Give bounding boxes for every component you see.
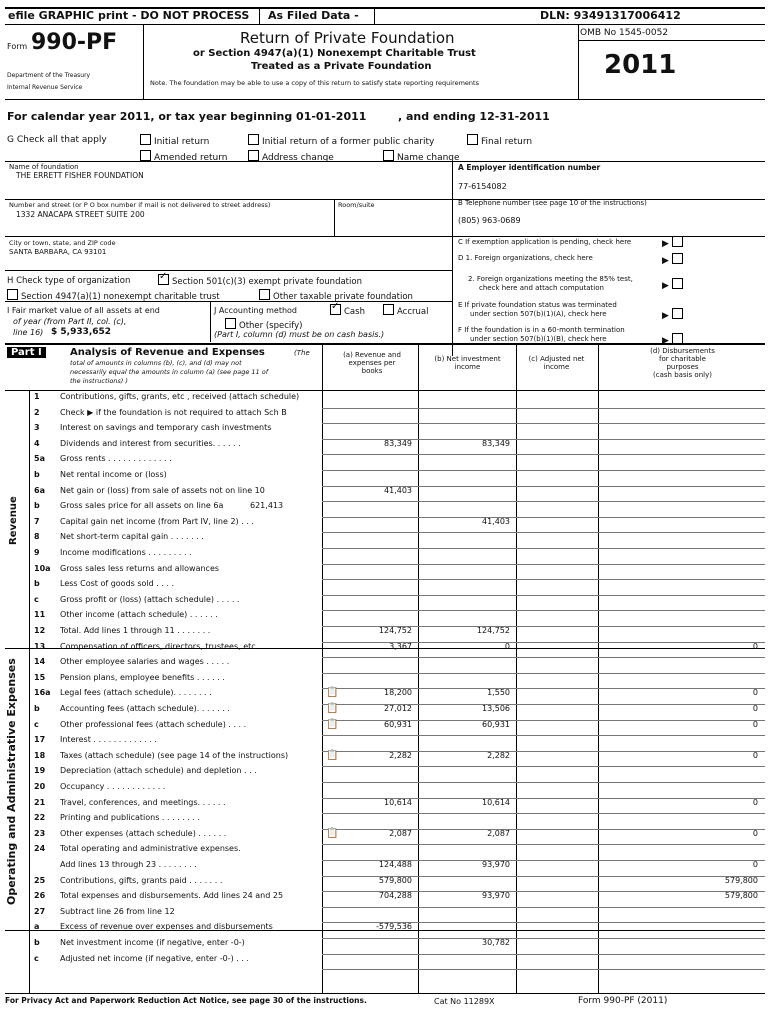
foreign-85-label: 2. Foreign organizations meeting the 85% test, <box>468 275 633 283</box>
catalog-number: Cat No 11289X <box>434 997 495 1006</box>
amount-col-b: 13,506 <box>482 704 510 713</box>
line-number: b <box>34 704 40 713</box>
amount-col-a: 124,488 <box>378 860 412 869</box>
line-number: 22 <box>34 813 46 822</box>
fmv-value: $ 5,933,652 <box>51 327 112 337</box>
section-4947-label: Section 4947(a)(1) nonexempt charitable trust <box>21 292 220 302</box>
amount-col-b: 93,970 <box>482 891 510 900</box>
line-description: Income modifications . . . . . . . . . <box>60 548 192 557</box>
attachment-icon[interactable]: 📋 <box>326 750 339 761</box>
fmv-label-3: line 16) <box>13 328 44 337</box>
amount-col-d: 0 <box>752 642 758 651</box>
line-description: Gross sales less returns and allowances <box>60 564 220 573</box>
line-description: Pension plans, employee benefits . . . . . . <box>60 673 225 682</box>
amount-col-a: 27,012 <box>384 704 412 713</box>
termination-60-sublabel: under section 507(b)(1)(B), check here <box>470 335 607 343</box>
line-description: Adjusted net income (if negative, enter -0-) . . . <box>60 954 249 963</box>
accrual-label: Accrual <box>397 307 429 317</box>
line-description: Compensation of officers, directors, trustees, etc <box>60 642 256 651</box>
final-return-label: Final return <box>481 137 533 147</box>
line-description: Excess of revenue over expenses and disbursements <box>60 922 273 931</box>
line-number: 13 <box>34 642 46 651</box>
revenue-side-label: Revenue <box>8 496 19 545</box>
line-description: Total operating and administrative expenses. <box>60 844 241 853</box>
amount-col-a: 2,282 <box>389 751 412 760</box>
line-description: Contributions, gifts, grants paid . . . . . . . <box>60 876 223 885</box>
status-terminated-label: E If private foundation status was terminated <box>458 301 617 309</box>
line-description: Other employee salaries and wages . . . . . <box>60 657 230 666</box>
form-footer: Form 990-PF (2011) <box>578 996 668 1006</box>
form-subtitle-1: or Section 4947(a)(1) Nonexempt Charitable Trust <box>193 48 476 59</box>
expenses-side-label: Operating and Administrative Expenses <box>5 658 18 905</box>
city-label: City or town, state, and ZIP code <box>9 239 116 247</box>
line-description: Net short-term capital gain . . . . . . . <box>60 532 204 541</box>
amount-col-a: 124,752 <box>378 626 412 635</box>
attachment-icon[interactable]: 📋 <box>326 828 339 839</box>
amount-col-b: 124,752 <box>476 626 510 635</box>
line-number: 12 <box>34 626 46 635</box>
line-description: Gross profit or (loss) (attach schedule) . . . . . <box>60 595 240 604</box>
amount-col-b: 30,782 <box>482 938 510 947</box>
line-number: a <box>34 922 40 931</box>
city-value: SANTA BARBARA, CA 93101 <box>9 248 107 256</box>
line-number: 23 <box>34 829 46 838</box>
amount-col-d: 579,800 <box>724 876 758 885</box>
line-number: c <box>34 720 39 729</box>
cash-basis-note: (Part I, column (d) must be on cash basis.) <box>214 330 385 339</box>
line-number: 16a <box>34 688 51 697</box>
line-description: Interest . . . . . . . . . . . . . <box>60 735 157 744</box>
line-description: Capital gain net income (from Part IV, line 2) . . . <box>60 517 254 526</box>
line-description: Contributions, gifts, grants, etc , received (attach schedule) <box>60 392 300 401</box>
amount-col-a: 83,349 <box>384 439 412 448</box>
line-description: Net rental income or (loss) <box>60 470 167 479</box>
check-initial-former[interactable] <box>248 134 434 147</box>
line-number: 5a <box>34 454 45 463</box>
line-number: b <box>34 470 40 479</box>
line-description: Net gain or (loss) from sale of assets not on line 10 <box>60 486 265 495</box>
line-description: Travel, conferences, and meetings. . . . . . <box>60 798 226 807</box>
line-number: b <box>34 501 40 510</box>
street-label: Number and street (or P O box number if mail is not delivered to street address) <box>9 201 271 209</box>
as-filed-label: As Filed Data - <box>268 9 359 22</box>
foundation-name-label: Name of foundation <box>9 163 79 171</box>
line-number: 14 <box>34 657 46 666</box>
check-cash[interactable] <box>330 304 365 317</box>
line-number: c <box>34 595 39 604</box>
calendar-ending: , and ending 12-31-2011 <box>398 110 550 123</box>
check-501c3[interactable] <box>158 274 362 287</box>
line-number: 1 <box>34 392 40 401</box>
room-label: Room/suite <box>338 201 375 209</box>
line-number: 2 <box>34 408 40 417</box>
part-i-desc-1: total of amounts in columns (b), (c), and (d) may not <box>70 359 242 367</box>
amount-col-a: -579,536 <box>376 922 412 931</box>
line-description: Legal fees (attach schedule). . . . . . . . <box>60 688 212 697</box>
line-description: Add lines 13 through 23 . . . . . . . . <box>60 860 197 869</box>
line-description: Subtract line 26 from line 12 <box>60 907 175 916</box>
line-description: Printing and publications . . . . . . . . <box>60 813 201 822</box>
amount-col-a: 10,614 <box>384 798 412 807</box>
amount-col-b: 93,970 <box>482 860 510 869</box>
line-description: Taxes (attach schedule) (see page 14 of the instructions) <box>60 751 289 760</box>
other-method-label: Other (specify) <box>239 321 303 331</box>
line-description: Occupancy . . . . . . . . . . . . <box>60 782 166 791</box>
form-note: Note. The foundation may be able to use a copy of this return to satisfy state reporting requirements <box>150 79 479 87</box>
form-subtitle-2: Treated as a Private Foundation <box>251 61 432 72</box>
ein-label: A Employer identification number <box>458 163 601 172</box>
amount-col-b: 83,349 <box>482 439 510 448</box>
line-number: 25 <box>34 876 46 885</box>
amount-col-b: 0 <box>504 642 510 651</box>
part-i-desc-2: necessarily equal the amounts in column (a) (see page 11 of <box>70 368 269 376</box>
line-number: 17 <box>34 735 46 744</box>
initial-former-label: Initial return of a former public charity <box>262 137 435 147</box>
status-terminated-sublabel: under section 507(b)(1)(A), check here <box>470 310 607 318</box>
omb-number: OMB No 1545-0052 <box>580 28 669 38</box>
phone-value: (805) 963-0689 <box>458 216 521 225</box>
other-taxable-label: Other taxable private foundation <box>273 292 413 302</box>
amount-col-a: 579,800 <box>378 876 412 885</box>
line-description: Depreciation (attach schedule) and depletion . . . <box>60 766 257 775</box>
name-change-label: Name change <box>397 153 460 163</box>
amount-col-d: 579,800 <box>724 891 758 900</box>
line-number: 9 <box>34 548 40 557</box>
line-description: Dividends and interest from securities. . . . . . <box>60 439 241 448</box>
phone-label: B Telephone number (see page 10 of the instructions) <box>458 199 647 207</box>
initial-return-label: Initial return <box>154 137 210 147</box>
line-description: Less Cost of goods sold . . . . <box>60 579 175 588</box>
efile-banner: efile GRAPHIC print - DO NOT PROCESS <box>8 9 250 22</box>
line-number: 4 <box>34 439 40 448</box>
ein-value: 77-6154082 <box>458 182 507 191</box>
line-number: 24 <box>34 844 46 853</box>
status-terminated-check[interactable]: ▶ <box>662 308 686 321</box>
line-description: Other income (attach schedule) . . . . . . <box>60 610 218 619</box>
line-description: Net investment income (if negative, enter -0-) <box>60 938 245 947</box>
line-number: 15 <box>34 673 46 682</box>
amount-col-a: 60,931 <box>384 720 412 729</box>
termination-60-check[interactable]: ▶ <box>662 333 686 346</box>
line-description: Other professional fees (attach schedule) . . . . <box>60 720 247 729</box>
line-description: Accounting fees (attach schedule). . . . . . . <box>60 704 230 713</box>
line-description: Other expenses (attach schedule) . . . . . . <box>60 829 227 838</box>
line-number: 19 <box>34 766 46 775</box>
line-number: 3 <box>34 423 40 432</box>
street-value: 1332 ANACAPA STREET SUITE 200 <box>16 210 145 219</box>
line-description: Check ▶ if the foundation is not required to attach Sch B <box>60 408 287 417</box>
department-line-1: Department of the Treasury <box>7 72 91 79</box>
foreign-org-label: D 1. Foreign organizations, check here <box>458 254 593 262</box>
line-number: 26 <box>34 891 46 900</box>
termination-60-label: F If the foundation is in a 60-month termination <box>458 326 625 334</box>
amount-col-b: 41,403 <box>482 517 510 526</box>
amount-col-d: 0 <box>752 720 758 729</box>
tax-year: 2011 <box>604 50 677 80</box>
col-b-header: (b) Net investment income <box>434 355 501 371</box>
foreign-85-check[interactable]: ▶ <box>662 278 686 291</box>
line-number: 6a <box>34 486 45 495</box>
foreign-85-sublabel: check here and attach computation <box>479 284 604 292</box>
amount-col-d: 0 <box>752 688 758 697</box>
col-a-header: (a) Revenue and expenses per books <box>343 351 401 375</box>
amount-col-a: 3,367 <box>389 642 412 651</box>
line-number: 11 <box>34 610 46 619</box>
attachment-icon[interactable]: 📋 <box>326 687 339 698</box>
amended-return-label: Amended return <box>154 153 228 163</box>
amount-col-b: 1,550 <box>487 688 510 697</box>
part-i-desc-3: the instructions) ) <box>70 377 128 385</box>
foreign-org-check[interactable]: ▶ <box>662 253 686 266</box>
amount-col-b: 10,614 <box>482 798 510 807</box>
accounting-method-label: J Accounting method <box>214 306 298 315</box>
amount-col-a: 18,200 <box>384 688 412 697</box>
line-description: Gross sales price for all assets on line 6a <box>60 501 224 510</box>
amount-col-a: 2,087 <box>389 829 412 838</box>
line-description: Gross rents . . . . . . . . . . . . . <box>60 454 172 463</box>
amount-col-d: 0 <box>752 829 758 838</box>
line-number: 8 <box>34 532 40 541</box>
amount-col-d: 0 <box>752 860 758 869</box>
line-number: 20 <box>34 782 46 791</box>
gross-sales-price: 621,413 <box>250 501 284 510</box>
privacy-notice: For Privacy Act and Paperwork Reduction Act Notice, see page 30 of the instructions. <box>5 996 367 1005</box>
amount-col-a: 41,403 <box>384 486 412 495</box>
form-prefix: Form <box>7 42 28 51</box>
exemption-pending-label: C If exemption application is pending, check here <box>458 238 632 246</box>
line-number: c <box>34 954 39 963</box>
line-number: b <box>34 938 40 947</box>
amount-col-a: 704,288 <box>378 891 412 900</box>
attachment-icon[interactable]: 📋 <box>326 703 339 714</box>
line-description: Interest on savings and temporary cash investments <box>60 423 272 432</box>
line-number: 27 <box>34 907 46 916</box>
check-final-return[interactable] <box>467 134 532 147</box>
fmv-label-2: of year (from Part II, col. (c), <box>13 317 127 326</box>
foundation-name: THE ERRETT FISHER FOUNDATION <box>16 171 144 180</box>
check-accrual[interactable] <box>383 304 428 317</box>
line-number: b <box>34 579 40 588</box>
h-type-label: H Check type of organization <box>7 276 131 286</box>
line-description: Total. Add lines 1 through 11 . . . . . . . <box>60 626 211 635</box>
amount-col-d: 0 <box>752 798 758 807</box>
amount-col-b: 60,931 <box>482 720 510 729</box>
form-number: 990-PF <box>31 30 118 55</box>
line-number: 10a <box>34 564 51 573</box>
address-change-label: Address change <box>262 153 334 163</box>
check-initial-return[interactable] <box>140 134 209 147</box>
part-i-title-note: (The <box>294 349 310 357</box>
line-number: 18 <box>34 751 46 760</box>
part-i-title: Analysis of Revenue and Expenses <box>70 347 265 358</box>
line-description: Total expenses and disbursements. Add lines 24 and 25 <box>60 891 284 900</box>
col-c-header: (c) Adjusted net income <box>528 355 585 371</box>
section-501c3-label: Section 501(c)(3) exempt private foundation <box>172 277 362 287</box>
fmv-label-1: I Fair market value of all assets at end <box>7 306 160 315</box>
amount-col-d: 0 <box>752 704 758 713</box>
calendar-year-line: For calendar year 2011, or tax year beginning 01-01-2011 <box>7 110 367 123</box>
line-number: 21 <box>34 798 46 807</box>
check-all-label: G Check all that apply <box>7 135 107 145</box>
dln-number: DLN: 93491317006412 <box>540 9 681 22</box>
amount-col-b: 2,282 <box>487 751 510 760</box>
part-i-tag: Part I <box>7 347 46 358</box>
amount-col-d: 0 <box>752 751 758 760</box>
department-line-2: Internal Revenue Service <box>7 84 83 91</box>
line-number: 7 <box>34 517 40 526</box>
cash-label: Cash <box>344 307 365 317</box>
form-title: Return of Private Foundation <box>240 29 455 47</box>
exemption-pending-check[interactable]: ▶ <box>662 236 686 249</box>
attachment-icon[interactable]: 📋 <box>326 719 339 730</box>
col-d-header: (d) Disbursements for charitable purposes (cash basis only) <box>650 347 715 379</box>
amount-col-b: 2,087 <box>487 829 510 838</box>
